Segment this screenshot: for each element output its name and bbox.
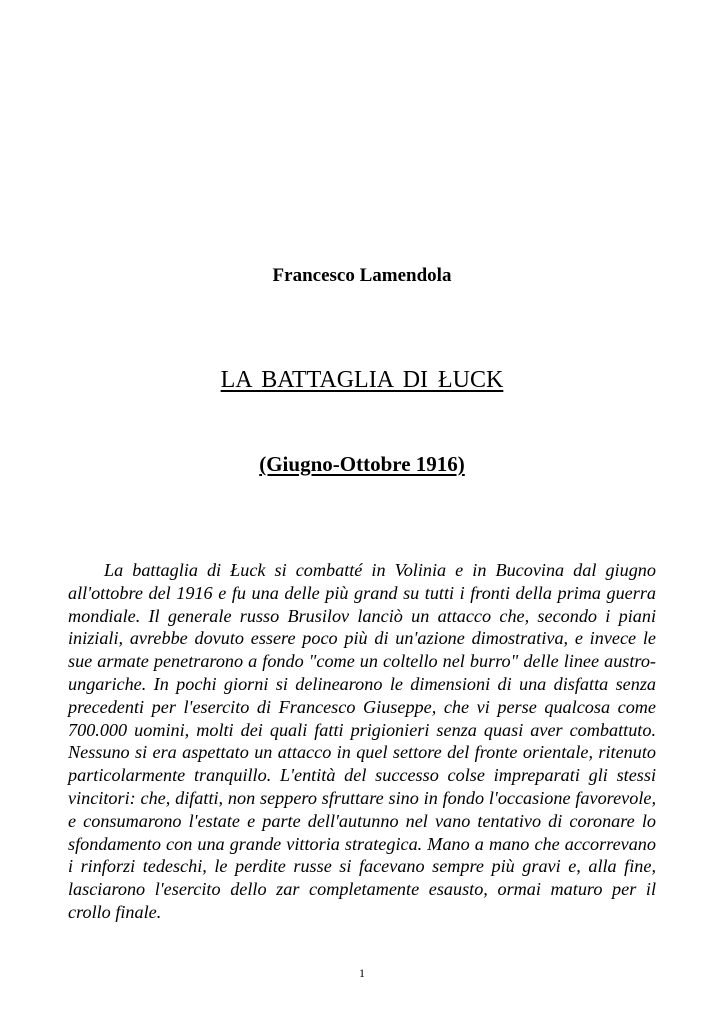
author-name: Francesco Lamendola	[272, 265, 452, 286]
body-paragraph: La battaglia di Łuck si combatté in Volinia e in Bucovina dal giugno all'ottobre del 1916 e fu una delle più grand su tutti i fronti della prima guerra mondiale. Il generale russo Brusilov lanciò un attacco che, secondo i piani iniziali, avrebbe dovuto essere poco più di un'azione dimostrativa, e invece le sue armate penetrarono a fondo "come un coltello nel burro" delle linee austro-ungariche. In pochi giorni si delinearono le dimensioni di una disfatta senza precedenti per l'esercito di Francesco Giuseppe, che vi perse qualcosa come 700.000 uomini, molti dei quali fatti prigionieri senza quasi aver combattuto. Nessuno si era aspettato un attacco in quel settore del fronte orientale, ritenuto particolarmente tranquillo. L'entità del successo colse impreparati gli stessi vincitori: che, difatti, non seppero sfruttare sino in fondo l'occasione favorevole, e consumarono l'estate e parte dell'autunno nel vano tentativo di coronare lo sfondamento con una grande vittoria strategica. Mano a mano che accorrevano i rinforzi tedeschi, le perdite russe si facevano sempre più gravi e, alla fine, lasciarono l'esercito dello zar completamente esausto, ormai maturo per il crollo finale.	[68, 560, 656, 922]
document-subtitle: (Giugno-Ottobre 1916)	[259, 452, 465, 476]
document-title: LA BATTAGLIA DI ŁUCK	[220, 367, 504, 393]
page-number: 1	[359, 966, 365, 980]
